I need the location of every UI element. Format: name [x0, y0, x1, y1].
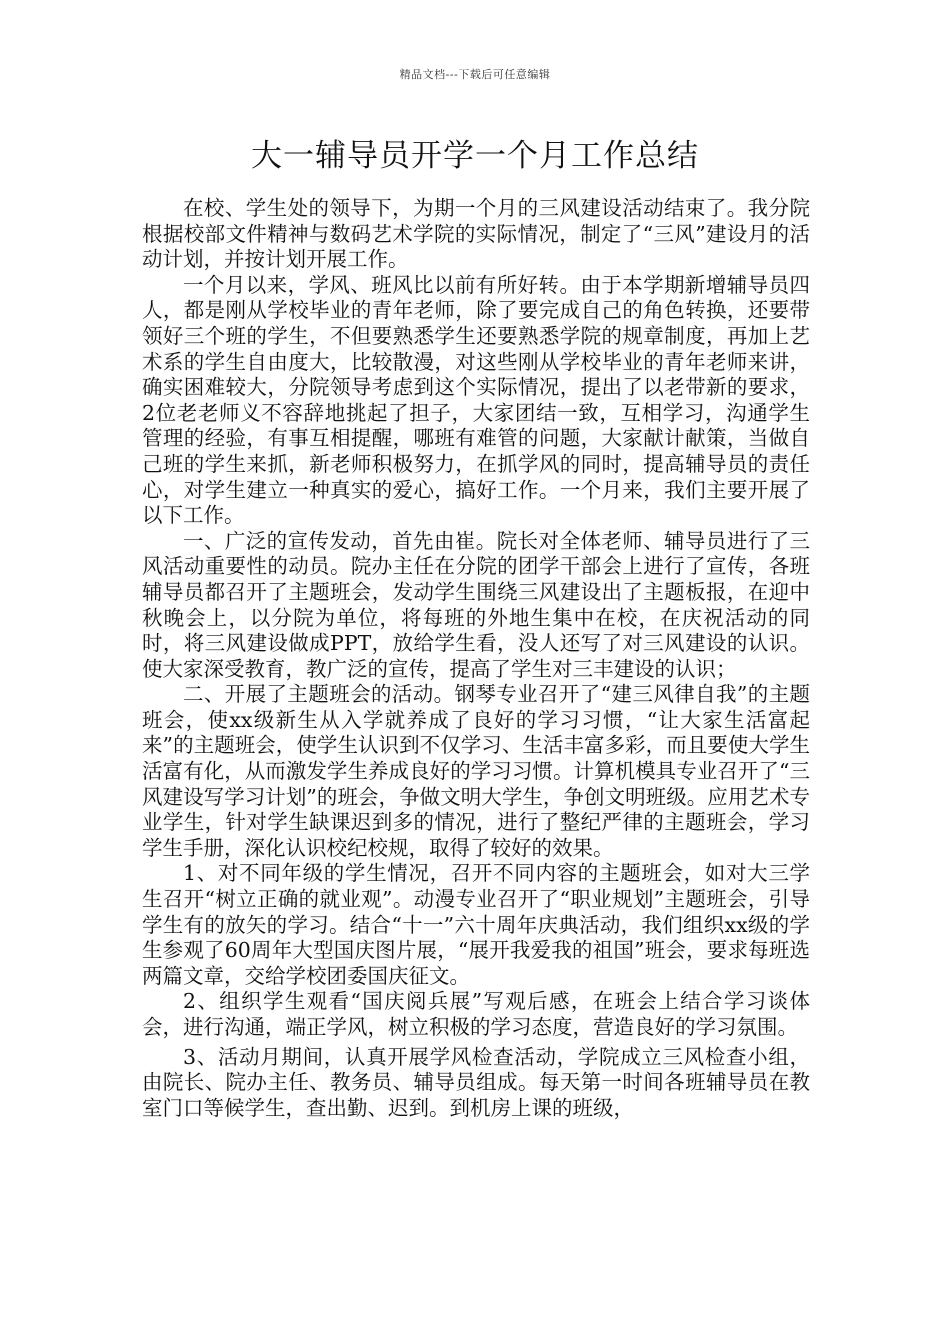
- document-title: 大一辅导员开学一个月工作总结: [251, 138, 699, 174]
- paragraph-intro: 在校、学生处的领导下，为期一个月的三风建设活动结束了。我分院根据校部文件精神与数码艺术学院的实际情况，制定了“三风”建设月的活动计划，并按计划开展工作。: [142, 196, 810, 272]
- paragraph-item-1: 1、对不同年级的学生情况，召开不同内容的主题班会，如对大三学生召开“树立正确的就业观”。动漫专业召开了“职业规划”主题班会，引导学生有的放矢的学习。结合“十一”六十周年庆典活动，我们组织xx级的学生参观了60周年大型国庆图片展，“展开我爱我的祖国”班会，要求每班选两篇文章，交给学校团委国庆征文。: [142, 861, 810, 988]
- paragraph-section-1: 一、广泛的宣传发动，首先由崔。院长对全体老师、辅导员进行了三风活动重要性的动员。院办主任在分院的团学干部会上进行了宣传，各班辅导员都召开了主题班会，发动学生围绕三风建设出了主题板报，在迎中秋晚会上，以分院为单位，将每班的外地生集中在校，在庆祝活动的同时，将三风建设做成PPT，放给学生看，没人还写了对三风建设的认识。使大家深受教育，教广泛的宣传，提高了学生对三丰建设的认识；: [142, 528, 810, 681]
- paragraph-section-2: 二、开展了主题班会的活动。钢琴专业召开了“建三风律自我”的主题班会，使xx级新生从入学就养成了良好的学习习惯，“让大家生活富起来”的主题班会，使学生认识到不仅学习、生活丰富多彩，而且要使大学生活富有化，从而激发学生养成良好的学习习惯。计算机模具专业召开了“三风建设写学习计划”的班会，争做文明大学生，争创文明班级。应用艺术专业学生，针对学生缺课迟到多的情况，进行了整纪严律的主题班会，学习学生手册，深化认识校纪校规，取得了较好的效果。: [142, 682, 810, 860]
- paragraph-item-3: 3、活动月期间，认真开展学风检查活动，学院成立三风检查小组，由院长、院办主任、教务员、辅导员组成。每天第一时间各班辅导员在教室门口等候学生，查出勤、迟到。到机房上课的班级，: [142, 1044, 810, 1120]
- paragraph-overview: 一个月以来，学风、班风比以前有所好转。由于本学期新增辅导员四人，都是刚从学校毕业的青年老师，除了要完成自己的角色转换，还要带领好三个班的学生，不但要熟悉学生还要熟悉学院的规章制度，再加上艺术系的学生自由度大，比较散漫，对这些刚从学校毕业的青年老师来讲，确实困难较大，分院领导考虑到这个实际情况，提出了以老带新的要求，2位老老师义不容辞地挑起了担子，大家团结一致，互相学习，沟通学生管理的经验，有事互相提醒，哪班有难管的问题，大家献计献策，当做自己班的学生来抓，新老师积极努力，在抓学风的同时，提高辅导员的责任心，对学生建立一种真实的爱心，搞好工作。一个月来，我们主要开展了以下工作。: [142, 272, 810, 528]
- document-body: [142, 196, 810, 1121]
- paragraph-item-2: 2、组织学生观看“国庆阅兵展”写观后感，在班会上结合学习谈体会，进行沟通，端正学风，树立积极的学习态度，营造良好的学习氛围。: [142, 989, 810, 1039]
- page-header: 精品文档---下载后可任意编辑: [399, 68, 551, 81]
